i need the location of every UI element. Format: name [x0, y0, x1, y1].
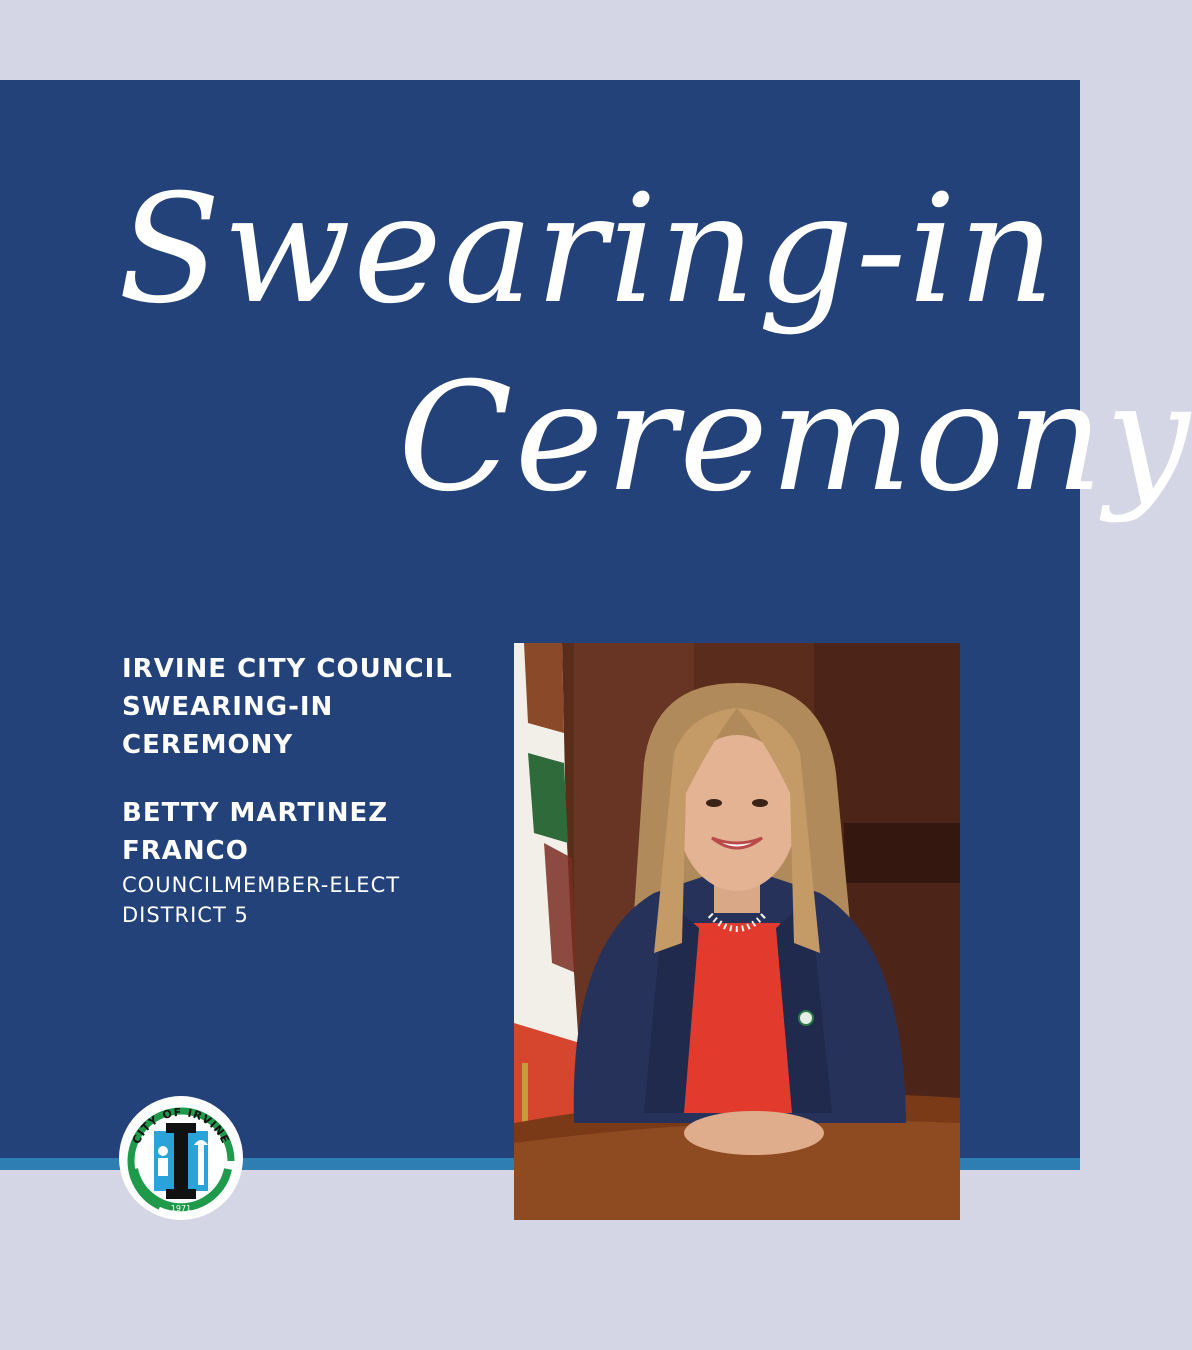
person-block — [122, 794, 492, 930]
portrait-photo — [514, 643, 960, 1220]
event-title-line-3: CEREMONY — [122, 730, 294, 760]
logo-text: CITY OF IRVINE — [129, 1105, 233, 1147]
city-seal-icon — [118, 1095, 244, 1221]
person-name-line-1: BETTY MARTINEZ — [122, 798, 389, 828]
event-title-line-2: SWEARING-IN — [122, 692, 334, 722]
event-title-line-1: IRVINE CITY COUNCIL — [122, 654, 453, 684]
logo-year: 1971 — [170, 1204, 192, 1213]
person-name-line-2: FRANCO — [122, 836, 249, 866]
portrait-illustration — [514, 643, 960, 1220]
city-of-irvine-logo — [118, 1095, 244, 1221]
title-line-1: Swearing-in — [118, 163, 1057, 337]
person-role: COUNCILMEMBER-ELECT — [122, 873, 401, 897]
event-info — [122, 650, 492, 930]
title-line-2: Ceremony — [398, 351, 1192, 525]
person-district: DISTRICT 5 — [122, 903, 249, 927]
